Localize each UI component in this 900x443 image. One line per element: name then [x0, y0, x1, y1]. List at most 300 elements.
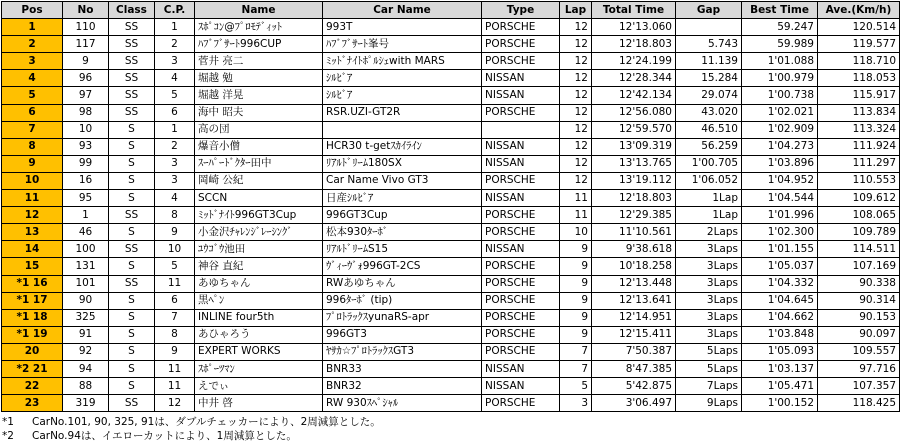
car-name-cell: Car Name Vivo GT3	[323, 172, 482, 189]
gap-cell: 1'06.052	[676, 172, 742, 189]
average-speed-cell: 109.557	[818, 343, 900, 360]
driver-name-cell: 中井 啓	[195, 395, 323, 412]
number-cell: 95	[63, 190, 109, 207]
type-cell: PORSCHE	[482, 309, 560, 326]
gap-cell: 5Laps	[676, 360, 742, 377]
driver-name-cell: SCCN	[195, 190, 323, 207]
footnote-mark: *1	[2, 416, 14, 429]
average-speed-cell: 107.169	[818, 258, 900, 275]
best-time-cell: 1'03.137	[742, 360, 818, 377]
average-speed-cell: 113.834	[818, 104, 900, 121]
table-row	[2, 172, 900, 189]
lap-cell: 7	[560, 360, 592, 377]
driver-name-cell: あゆちゃん	[195, 275, 323, 292]
class-position-cell: 8	[155, 326, 195, 343]
type-cell: PORSCHE	[482, 292, 560, 309]
gap-cell: 56.259	[676, 138, 742, 155]
table-row	[2, 70, 900, 87]
number-cell: 10	[63, 121, 109, 138]
class-position-cell: 12	[155, 395, 195, 412]
class-cell: SS	[109, 275, 155, 292]
best-time-cell: 1'04.332	[742, 275, 818, 292]
footnote-text: CarNo.94は、イエローカットにより、1周減算とした。	[32, 430, 297, 443]
pos-cell: 9	[2, 155, 63, 172]
lap-cell: 12	[560, 138, 592, 155]
total-time-cell: 12'28.344	[592, 70, 676, 87]
total-time-cell: 13'13.765	[592, 155, 676, 172]
total-time-cell: 7'50.387	[592, 343, 676, 360]
total-time-cell: 12'42.134	[592, 87, 676, 104]
table-row	[2, 36, 900, 53]
car-name-cell: ｼﾙﾋﾞｱ	[323, 87, 482, 104]
gap-cell: 3Laps	[676, 292, 742, 309]
lap-cell: 9	[560, 309, 592, 326]
pos-cell: 8	[2, 138, 63, 155]
number-cell: 325	[63, 309, 109, 326]
class-position-cell: 4	[155, 190, 195, 207]
pos-cell: 14	[2, 241, 63, 258]
best-time-cell: 1'05.037	[742, 258, 818, 275]
total-time-cell: 13'09.319	[592, 138, 676, 155]
class-position-cell: 3	[155, 155, 195, 172]
gap-cell: 1Lap	[676, 190, 742, 207]
number-cell: 101	[63, 275, 109, 292]
number-cell: 100	[63, 241, 109, 258]
pos-cell: 13	[2, 224, 63, 241]
class-position-cell: 9	[155, 343, 195, 360]
average-speed-cell: 115.917	[818, 87, 900, 104]
pos-cell: 6	[2, 104, 63, 121]
class-cell: S	[109, 292, 155, 309]
type-cell: PORSCHE	[482, 53, 560, 70]
table-row	[2, 378, 900, 395]
lap-cell: 12	[560, 104, 592, 121]
best-time-cell: 1'05.471	[742, 378, 818, 395]
best-time-cell: 1'00.738	[742, 87, 818, 104]
best-time-cell: 59.247	[742, 19, 818, 36]
col-name-header: Name	[195, 2, 323, 19]
results-body	[2, 19, 900, 412]
type-cell: PORSCHE	[482, 395, 560, 412]
lap-cell: 9	[560, 275, 592, 292]
car-name-cell: RWあゆちゃん	[323, 275, 482, 292]
average-speed-cell: 109.612	[818, 190, 900, 207]
best-time-cell: 1'00.979	[742, 70, 818, 87]
number-cell: 99	[63, 155, 109, 172]
number-cell: 88	[63, 378, 109, 395]
best-time-cell: 1'04.952	[742, 172, 818, 189]
type-cell: PORSCHE	[482, 258, 560, 275]
number-cell: 117	[63, 36, 109, 53]
best-time-cell: 1'00.152	[742, 395, 818, 412]
table-row	[2, 19, 900, 36]
class-cell: SS	[109, 87, 155, 104]
class-cell: SS	[109, 104, 155, 121]
number-cell: 94	[63, 360, 109, 377]
total-time-cell: 12'56.080	[592, 104, 676, 121]
average-speed-cell: 90.153	[818, 309, 900, 326]
gap-cell: 5.743	[676, 36, 742, 53]
class-position-cell: 11	[155, 360, 195, 377]
car-name-cell: ﾘｱﾙﾄﾞﾘｰﾑS15	[323, 241, 482, 258]
type-cell: NISSAN	[482, 241, 560, 258]
best-time-cell: 1'03.896	[742, 155, 818, 172]
lap-cell: 12	[560, 87, 592, 104]
table-row	[2, 87, 900, 104]
col-cp-header: C.P.	[155, 2, 195, 19]
class-position-cell: 5	[155, 87, 195, 104]
driver-name-cell: 高の団	[195, 121, 323, 138]
class-cell: SS	[109, 53, 155, 70]
class-position-cell: 11	[155, 378, 195, 395]
class-position-cell: 3	[155, 53, 195, 70]
type-cell: PORSCHE	[482, 172, 560, 189]
total-time-cell: 12'13.448	[592, 275, 676, 292]
gap-cell: 3Laps	[676, 258, 742, 275]
table-row	[2, 104, 900, 121]
footnotes	[2, 415, 900, 443]
pos-cell: 2	[2, 36, 63, 53]
class-cell: S	[109, 360, 155, 377]
total-time-cell: 8'47.385	[592, 360, 676, 377]
table-row	[2, 241, 900, 258]
best-time-cell: 1'01.088	[742, 53, 818, 70]
best-time-cell: 1'03.848	[742, 326, 818, 343]
total-time-cell: 12'59.570	[592, 121, 676, 138]
number-cell: 92	[63, 343, 109, 360]
class-cell: S	[109, 121, 155, 138]
class-cell: S	[109, 343, 155, 360]
table-row	[2, 258, 900, 275]
pos-cell: 20	[2, 343, 63, 360]
average-speed-cell: 118.710	[818, 53, 900, 70]
lap-cell: 11	[560, 207, 592, 224]
driver-name-cell: あひゃろう	[195, 326, 323, 343]
type-cell: NISSAN	[482, 138, 560, 155]
class-position-cell: 11	[155, 275, 195, 292]
class-cell: S	[109, 224, 155, 241]
pos-cell: 5	[2, 87, 63, 104]
car-name-cell: RSR.UZI-GT2R	[323, 104, 482, 121]
lap-cell: 9	[560, 258, 592, 275]
type-cell: NISSAN	[482, 87, 560, 104]
col-car-name-header: Car Name	[323, 2, 482, 19]
gap-cell: 3Laps	[676, 326, 742, 343]
lap-cell: 12	[560, 36, 592, 53]
driver-name-cell: 爆音小僧	[195, 138, 323, 155]
class-position-cell: 2	[155, 36, 195, 53]
driver-name-cell: 黒ﾍﾟﾝ	[195, 292, 323, 309]
class-position-cell: 1	[155, 121, 195, 138]
lap-cell: 9	[560, 326, 592, 343]
class-position-cell: 9	[155, 224, 195, 241]
class-position-cell: 1	[155, 19, 195, 36]
lap-cell: 10	[560, 224, 592, 241]
gap-cell: 46.510	[676, 121, 742, 138]
type-cell: NISSAN	[482, 190, 560, 207]
pos-cell: 11	[2, 190, 63, 207]
average-speed-cell: 113.324	[818, 121, 900, 138]
lap-cell: 12	[560, 53, 592, 70]
driver-name-cell: 岡崎 公紀	[195, 172, 323, 189]
gap-cell: 1Lap	[676, 207, 742, 224]
gap-cell: 15.284	[676, 70, 742, 87]
class-cell: S	[109, 326, 155, 343]
class-position-cell: 5	[155, 258, 195, 275]
number-cell: 98	[63, 104, 109, 121]
col-total-time-header: Total Time	[592, 2, 676, 19]
car-name-cell	[323, 121, 482, 138]
best-time-cell: 1'05.093	[742, 343, 818, 360]
class-cell: SS	[109, 241, 155, 258]
car-name-cell: 996ﾀｰﾎﾞ (tip)	[323, 292, 482, 309]
pos-cell: 3	[2, 53, 63, 70]
pos-cell: 15	[2, 258, 63, 275]
best-time-cell: 1'04.544	[742, 190, 818, 207]
class-position-cell: 10	[155, 241, 195, 258]
class-cell: S	[109, 258, 155, 275]
gap-cell: 11.139	[676, 53, 742, 70]
car-name-cell: RW 930ｽﾍﾟｼｬﾙ	[323, 395, 482, 412]
class-position-cell: 8	[155, 207, 195, 224]
driver-name-cell: 海中 昭夫	[195, 104, 323, 121]
footnote	[2, 415, 900, 429]
pos-cell: *1 19	[2, 326, 63, 343]
type-cell: PORSCHE	[482, 36, 560, 53]
col-gap-header: Gap	[676, 2, 742, 19]
car-name-cell: ﾊﾌﾞﾌﾞｻｰﾄ峯号	[323, 36, 482, 53]
total-time-cell: 12'14.951	[592, 309, 676, 326]
class-position-cell: 6	[155, 292, 195, 309]
driver-name-cell: えでぃ	[195, 378, 323, 395]
header-row	[2, 2, 900, 19]
table-row	[2, 309, 900, 326]
class-cell: S	[109, 155, 155, 172]
average-speed-cell: 111.924	[818, 138, 900, 155]
average-speed-cell: 119.577	[818, 36, 900, 53]
class-cell: SS	[109, 395, 155, 412]
driver-name-cell: INLINE four5th	[195, 309, 323, 326]
best-time-cell: 1'02.021	[742, 104, 818, 121]
lap-cell: 3	[560, 395, 592, 412]
average-speed-cell: 107.357	[818, 378, 900, 395]
table-row	[2, 343, 900, 360]
average-speed-cell: 90.097	[818, 326, 900, 343]
col-pos-header: Pos	[2, 2, 63, 19]
gap-cell: 1'00.705	[676, 155, 742, 172]
col-lap-header: Lap	[560, 2, 592, 19]
average-speed-cell: 110.553	[818, 172, 900, 189]
car-name-cell: HCR30 t-getｽｶｲﾗｲﾝ	[323, 138, 482, 155]
class-cell: S	[109, 138, 155, 155]
total-time-cell: 12'15.411	[592, 326, 676, 343]
table-row	[2, 155, 900, 172]
class-position-cell: 4	[155, 70, 195, 87]
driver-name-cell: ﾊﾌﾞﾌﾞｻｰﾄ996CUP	[195, 36, 323, 53]
average-speed-cell: 90.338	[818, 275, 900, 292]
table-row	[2, 207, 900, 224]
lap-cell: 9	[560, 292, 592, 309]
best-time-cell: 59.989	[742, 36, 818, 53]
number-cell: 16	[63, 172, 109, 189]
pos-cell: 7	[2, 121, 63, 138]
gap-cell	[676, 19, 742, 36]
col-type-header: Type	[482, 2, 560, 19]
pos-cell: *1 18	[2, 309, 63, 326]
number-cell: 319	[63, 395, 109, 412]
table-row	[2, 224, 900, 241]
class-cell: S	[109, 378, 155, 395]
table-row	[2, 326, 900, 343]
total-time-cell: 3'06.497	[592, 395, 676, 412]
number-cell: 1	[63, 207, 109, 224]
number-cell: 46	[63, 224, 109, 241]
car-name-cell: ﾘｱﾙﾄﾞﾘｰﾑ180SX	[323, 155, 482, 172]
type-cell	[482, 121, 560, 138]
car-name-cell: 996GT3Cup	[323, 207, 482, 224]
class-cell: SS	[109, 36, 155, 53]
type-cell: NISSAN	[482, 70, 560, 87]
results-table	[1, 1, 900, 412]
gap-cell: 3Laps	[676, 309, 742, 326]
car-name-cell: 松本930ﾀｰﾎﾞ	[323, 224, 482, 241]
gap-cell: 3Laps	[676, 241, 742, 258]
total-time-cell: 10'18.258	[592, 258, 676, 275]
driver-name-cell: ｽﾎﾟｺﾝ@ﾌﾟﾛﾓﾃﾞｨｯﾄ	[195, 19, 323, 36]
lap-cell: 5	[560, 378, 592, 395]
col-best-time-header: Best Time	[742, 2, 818, 19]
type-cell: NISSAN	[482, 155, 560, 172]
average-speed-cell: 114.511	[818, 241, 900, 258]
footnote-text: CarNo.101, 90, 325, 91は、ダブルチェッカーにより、2周減算とした。	[32, 416, 381, 429]
class-cell: SS	[109, 207, 155, 224]
average-speed-cell: 120.514	[818, 19, 900, 36]
class-cell: S	[109, 172, 155, 189]
gap-cell: 7Laps	[676, 378, 742, 395]
table-row	[2, 395, 900, 412]
pos-cell: *1 16	[2, 275, 63, 292]
type-cell: NISSAN	[482, 360, 560, 377]
number-cell: 9	[63, 53, 109, 70]
driver-name-cell: 小金沢ﾁｬﾚﾝｼﾞﾚｰｼﾝｸﾞ	[195, 224, 323, 241]
class-cell: SS	[109, 19, 155, 36]
best-time-cell: 1'01.155	[742, 241, 818, 258]
driver-name-cell: ｽﾎﾟｰﾂﾏﾝ	[195, 360, 323, 377]
table-row	[2, 53, 900, 70]
average-speed-cell: 97.716	[818, 360, 900, 377]
col-class-header: Class	[109, 2, 155, 19]
class-position-cell: 3	[155, 172, 195, 189]
type-cell: PORSCHE	[482, 224, 560, 241]
pos-cell: 12	[2, 207, 63, 224]
type-cell: PORSCHE	[482, 326, 560, 343]
col-average-speed-header: Ave.(Km/h)	[818, 2, 900, 19]
pos-cell: 22	[2, 378, 63, 395]
number-cell: 96	[63, 70, 109, 87]
type-cell: PORSCHE	[482, 343, 560, 360]
car-name-cell: ﾔｻｶ☆ﾌﾟﾛﾄﾗｯｸｽGT3	[323, 343, 482, 360]
type-cell: PORSCHE	[482, 19, 560, 36]
car-name-cell: ｳﾞｨｰｳﾞｫ996GT-2CS	[323, 258, 482, 275]
lap-cell: 12	[560, 172, 592, 189]
driver-name-cell: 堀越 勉	[195, 70, 323, 87]
total-time-cell: 11'10.561	[592, 224, 676, 241]
driver-name-cell: ﾕｳｺﾞｳ池田	[195, 241, 323, 258]
number-cell: 97	[63, 87, 109, 104]
class-position-cell: 7	[155, 309, 195, 326]
total-time-cell: 13'19.112	[592, 172, 676, 189]
lap-cell: 12	[560, 70, 592, 87]
lap-cell: 12	[560, 155, 592, 172]
car-name-cell: 993T	[323, 19, 482, 36]
total-time-cell: 12'18.803	[592, 36, 676, 53]
gap-cell: 2Laps	[676, 224, 742, 241]
total-time-cell: 12'13.060	[592, 19, 676, 36]
lap-cell: 12	[560, 19, 592, 36]
gap-cell: 3Laps	[676, 275, 742, 292]
number-cell: 91	[63, 326, 109, 343]
gap-cell: 9Laps	[676, 395, 742, 412]
number-cell: 93	[63, 138, 109, 155]
pos-cell: 1	[2, 19, 63, 36]
average-speed-cell: 108.065	[818, 207, 900, 224]
car-name-cell: ﾌﾟﾛﾄﾗｯｸｽyunaRS-apr	[323, 309, 482, 326]
best-time-cell: 1'04.273	[742, 138, 818, 155]
driver-name-cell: ｽｰﾊﾟｰﾄﾞｸﾀｰ田中	[195, 155, 323, 172]
gap-cell: 29.074	[676, 87, 742, 104]
class-cell: S	[109, 309, 155, 326]
driver-name-cell: 菅井 亮二	[195, 53, 323, 70]
lap-cell: 7	[560, 343, 592, 360]
type-cell: PORSCHE	[482, 275, 560, 292]
best-time-cell: 1'01.996	[742, 207, 818, 224]
driver-name-cell: 神谷 直紀	[195, 258, 323, 275]
table-row	[2, 275, 900, 292]
best-time-cell: 1'04.662	[742, 309, 818, 326]
car-name-cell: BNR33	[323, 360, 482, 377]
total-time-cell: 12'29.385	[592, 207, 676, 224]
number-cell: 90	[63, 292, 109, 309]
best-time-cell: 1'02.909	[742, 121, 818, 138]
type-cell: PORSCHE	[482, 207, 560, 224]
pos-cell: *2 21	[2, 360, 63, 377]
type-cell: NISSAN	[482, 378, 560, 395]
table-row	[2, 121, 900, 138]
car-name-cell: 996GT3	[323, 326, 482, 343]
best-time-cell: 1'04.645	[742, 292, 818, 309]
number-cell: 131	[63, 258, 109, 275]
class-cell: SS	[109, 70, 155, 87]
driver-name-cell: 堀越 洋晃	[195, 87, 323, 104]
average-speed-cell: 118.053	[818, 70, 900, 87]
number-cell: 110	[63, 19, 109, 36]
type-cell: PORSCHE	[482, 104, 560, 121]
car-name-cell: 日産ｼﾙﾋﾞｱ	[323, 190, 482, 207]
pos-cell: 23	[2, 395, 63, 412]
gap-cell: 43.020	[676, 104, 742, 121]
best-time-cell: 1'02.300	[742, 224, 818, 241]
average-speed-cell: 118.425	[818, 395, 900, 412]
table-row	[2, 190, 900, 207]
table-row	[2, 292, 900, 309]
pos-cell: 10	[2, 172, 63, 189]
class-position-cell: 2	[155, 138, 195, 155]
lap-cell: 12	[560, 121, 592, 138]
table-row	[2, 138, 900, 155]
car-name-cell: ｼﾙﾋﾞｱ	[323, 70, 482, 87]
gap-cell: 5Laps	[676, 343, 742, 360]
car-name-cell: ﾐｯﾄﾞﾅｲﾄﾎﾟﾙｼｪwith MARS	[323, 53, 482, 70]
